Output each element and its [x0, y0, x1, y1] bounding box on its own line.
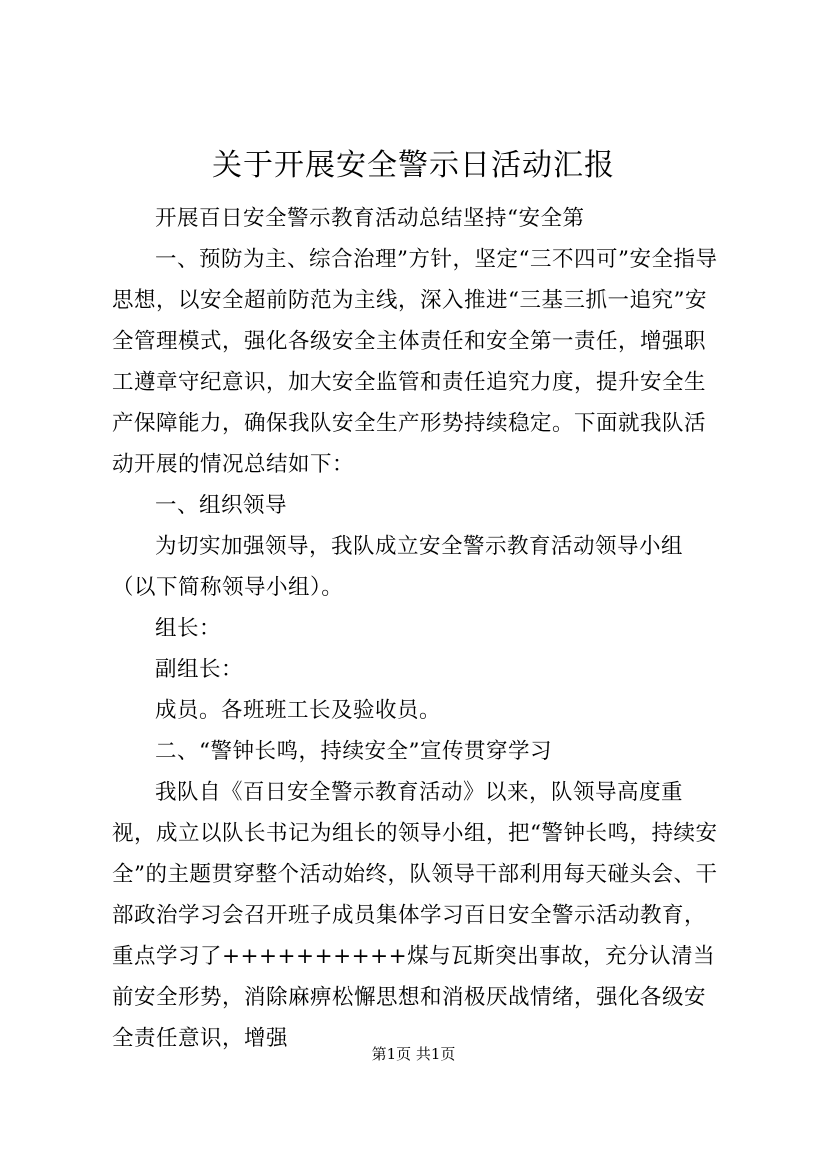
section-heading-organization: 一、组织领导: [155, 493, 288, 518]
document-title: 关于开展安全警示日活动汇报: [212, 148, 615, 183]
paragraph-policy: 一、预防为主、综合治理”方针，坚定“三不四可”安全指导思想，以安全超前防范为主线，深入推进“三基三抓一追究”安全管理模式，强化各级安全主体责任和安全第一责任，增强职工遵章守纪意识，加大安全监管和责任追究力度，提升安全生产保障能力，确保我队安全生产形势持续稳定。下面就我队活动开展的情况总结如下：: [112, 247, 718, 477]
section-heading-publicity: 二、“警钟长鸣，持续安全”宣传贯穿学习: [155, 739, 552, 764]
paragraph-members: 成员。各班班工长及验收员。: [155, 698, 442, 723]
paragraph-group-leader: 组长：: [155, 616, 222, 641]
paragraph-deputy-leader: 副组长：: [155, 657, 244, 682]
paragraph-leadership-group: 为切实加强领导，我队成立安全警示教育活动领导小组（以下简称领导小组）。: [112, 534, 684, 600]
paragraph-activity-details: 我队自《百日安全警示教育活动》以来，队领导高度重视，成立以队长书记为组长的领导小组，把“警钟长鸣，持续安全”的主题贯穿整个活动始终，队领导干部利用每天碰头会、干部政治学习会召开班子成员集体学习百日安全警示活动教育，重点学习了++++++++++煤与瓦斯突出事故，充分认清当前安全形势，消除麻痹松懈思想和消极厌战情绪，强化各级安全责任意识，增强: [112, 780, 718, 1051]
page-footer: 第1页 共1页: [371, 1045, 456, 1063]
paragraph-intro: 开展百日安全警示教育活动总结坚持“安全第: [155, 206, 585, 231]
